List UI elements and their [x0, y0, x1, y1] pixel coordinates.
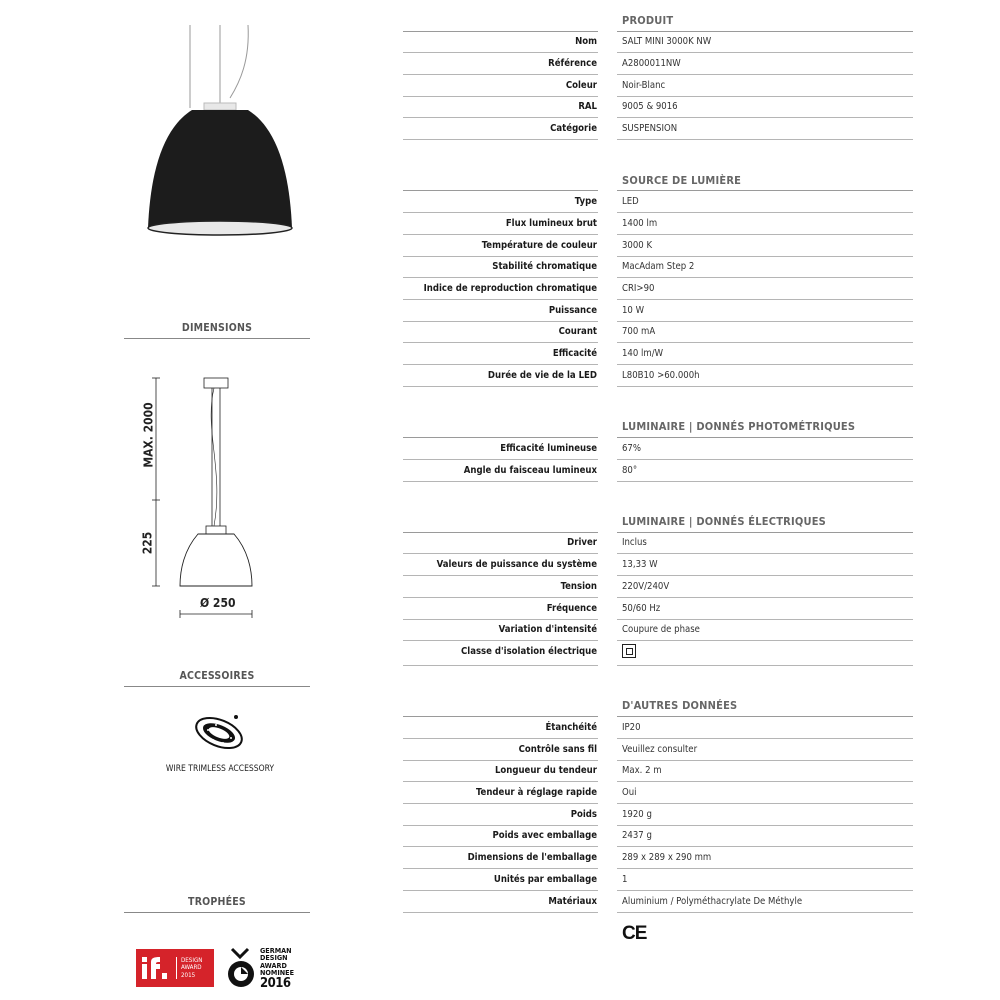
spec-row: Durée de vie de la LED L80B10 >60.000h — [403, 366, 913, 387]
dim-diameter-label: Ø 250 — [200, 596, 236, 610]
spec-row: Stabilité chromatique MacAdam Step 2 — [403, 257, 913, 278]
section-title-other: D'AUTRES DONNÉES — [622, 699, 738, 712]
gda-emblem-icon — [226, 947, 258, 991]
spec-row: Variation d'intensité Coupure de phase — [403, 620, 913, 641]
if-logo-mark — [140, 953, 170, 983]
spec-row: Valeurs de puissance du système 13,33 W — [403, 555, 913, 576]
accessory-caption: WIRE TRIMLESS ACCESSORY — [165, 764, 275, 774]
spec-row: Fréquence 50/60 Hz — [403, 599, 913, 620]
spec-row: Puissance 10 W — [403, 301, 913, 322]
class-ii-icon — [622, 644, 636, 658]
wire-trimless-accessory-icon — [192, 706, 246, 758]
section-rule — [403, 437, 598, 438]
accessories-heading: ACCESSOIRES — [124, 670, 310, 687]
spec-row: Flux lumineux brut 1400 lm — [403, 214, 913, 235]
spec-row: Poids avec emballage 2437 g — [403, 826, 913, 847]
spec-row: Catégorie SUSPENSION — [403, 119, 913, 140]
spec-row: Classe d'isolation électrique — [403, 642, 913, 666]
spec-row: Courant 700 mA — [403, 322, 913, 343]
dim-shade-height-label: 225 — [140, 531, 155, 555]
trophies-heading: TROPHÉES — [124, 896, 310, 913]
section-title-electrical: LUMINAIRE | DONNÉS ÉLECTRIQUES — [622, 515, 826, 528]
spec-row: Tension 220V/240V — [403, 577, 913, 598]
gda-award-text: GERMAN DESIGN AWARD NOMINEE — [260, 946, 294, 978]
ce-mark: CE — [622, 923, 647, 944]
spec-row: Poids 1920 g — [403, 805, 913, 826]
spec-row: Nom SALT MINI 3000K NW — [403, 32, 913, 53]
if-award-text: DESIGN AWARD 2015 — [176, 957, 202, 979]
section-rule — [617, 437, 913, 438]
spec-row: Tendeur à réglage rapide Oui — [403, 783, 913, 804]
spec-row: Longueur du tendeur Max. 2 m — [403, 761, 913, 782]
section-rule — [617, 716, 913, 717]
spec-row: Angle du faisceau lumineux 80° — [403, 461, 913, 482]
section-rule — [617, 190, 913, 191]
if-design-award-logo — [136, 949, 214, 987]
spec-row: Référence A2800011NW — [403, 54, 913, 75]
spec-row: Dimensions de l'emballage 289 x 289 x 290 mm — [403, 848, 913, 869]
spec-row: Unités par emballage 1 — [403, 870, 913, 891]
spec-row: Contrôle sans fil Veuillez consulter — [403, 740, 913, 761]
section-title-produit: PRODUIT — [622, 14, 674, 27]
gda-year: 2016 — [260, 976, 291, 991]
dim-height-max-label: MAX. 2000 — [141, 402, 156, 468]
spec-row: Driver Inclus — [403, 533, 913, 554]
german-design-award-logo — [226, 947, 298, 991]
spec-row: RAL 9005 & 9016 — [403, 97, 913, 118]
spec-row: Efficacité lumineuse 67% — [403, 439, 913, 460]
product-image — [140, 20, 300, 240]
spec-row: Efficacité 140 lm/W — [403, 344, 913, 365]
section-rule — [403, 716, 598, 717]
spec-row: Étanchéité IP20 — [403, 718, 913, 739]
spec-row: Température de couleur 3000 K — [403, 236, 913, 257]
section-title-source: SOURCE DE LUMIÈRE — [622, 174, 742, 187]
section-title-photometric: LUMINAIRE | DONNÉS PHOTOMÉTRIQUES — [622, 420, 856, 433]
dimensions-heading: DIMENSIONS — [124, 322, 310, 339]
spec-row: Coleur Noir-Blanc — [403, 76, 913, 97]
spec-row: Type LED — [403, 192, 913, 213]
spec-row: Indice de reproduction chromatique CRI>90 — [403, 279, 913, 300]
spec-row: Matériaux Aluminium / Polyméthacrylate De Méthyle — [403, 892, 913, 913]
section-rule — [403, 190, 598, 191]
